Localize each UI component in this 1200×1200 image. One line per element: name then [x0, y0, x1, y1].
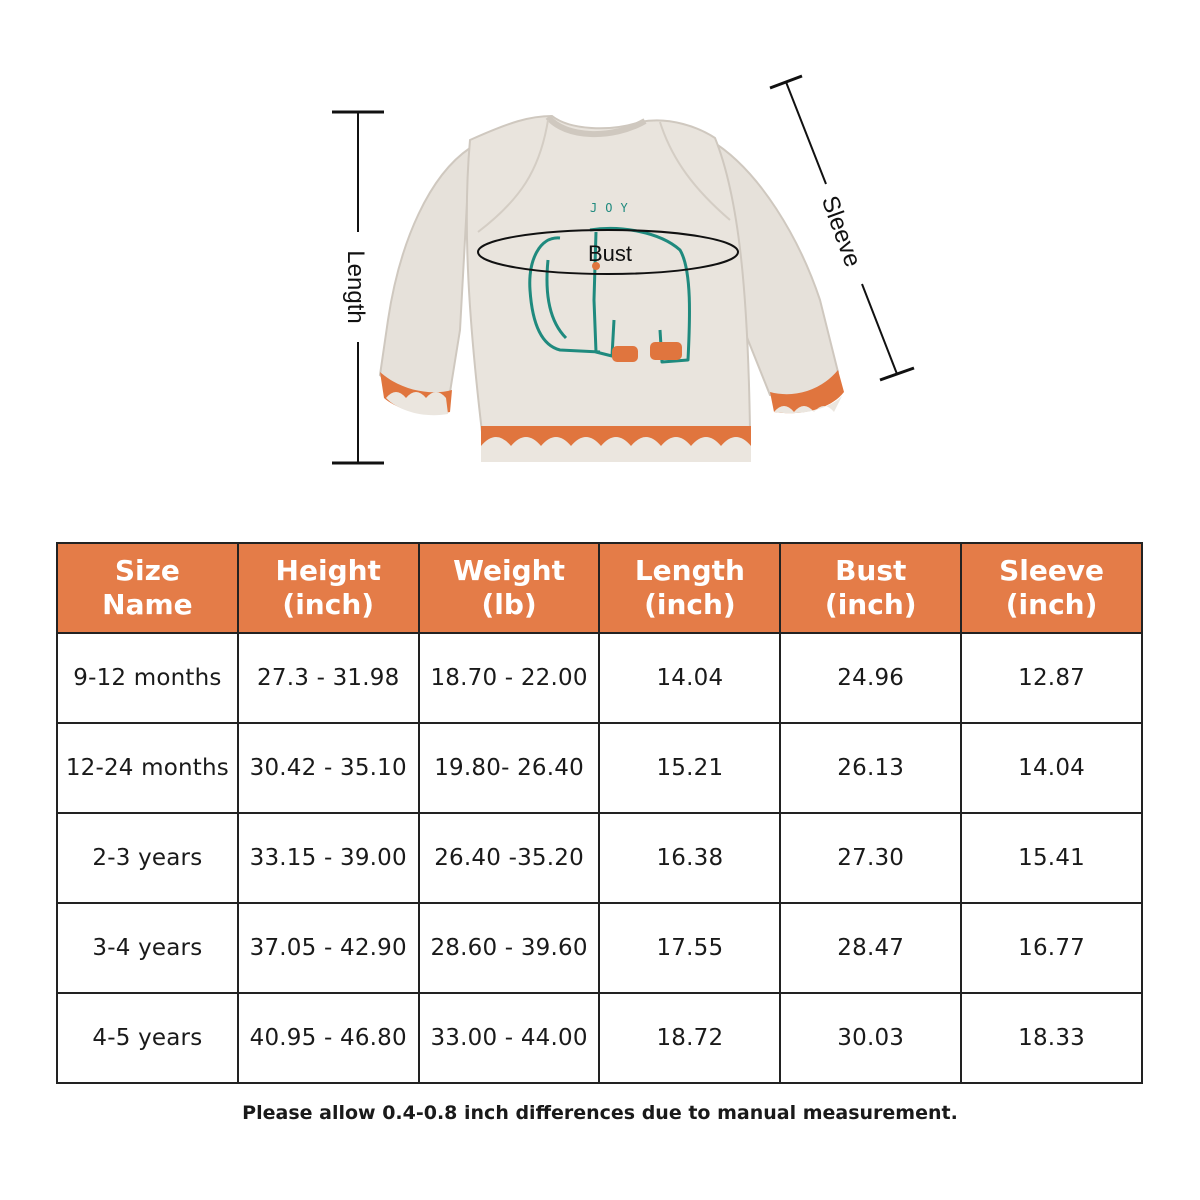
- length-label: Length: [342, 250, 369, 324]
- header-height: [238, 543, 419, 633]
- table-row: [57, 723, 1142, 813]
- header-line: Weight: [453, 554, 565, 587]
- header-length: [599, 543, 780, 633]
- size-chart-table: [56, 542, 1143, 1084]
- cell-length: 18.72: [599, 993, 780, 1083]
- cell-bust: 24.96: [780, 633, 961, 723]
- header-line: (inch): [282, 588, 375, 621]
- table-header-row: [57, 543, 1142, 633]
- header-line: Name: [102, 588, 193, 621]
- cell-weight: 26.40 -35.20: [419, 813, 600, 903]
- header-sleeve: [961, 543, 1142, 633]
- cell-length: 14.04: [599, 633, 780, 723]
- sleeve-label: Sleeve: [815, 192, 867, 271]
- cell-length: 16.38: [599, 813, 780, 903]
- cell-size: 4-5 years: [57, 993, 238, 1083]
- header-line: Height: [275, 554, 381, 587]
- header-line: (inch): [644, 588, 736, 621]
- cell-sleeve: 18.33: [961, 993, 1142, 1083]
- measurement-note: Please allow 0.4-0.8 inch differences due to manual measurement.: [242, 1102, 958, 1124]
- cell-weight: 28.60 - 39.60: [419, 903, 600, 993]
- cell-bust: 27.30: [780, 813, 961, 903]
- cell-height: 37.05 - 42.90: [238, 903, 419, 993]
- cell-height: 40.95 - 46.80: [238, 993, 419, 1083]
- cell-height: 30.42 - 35.10: [238, 723, 419, 813]
- table-row: [57, 633, 1142, 723]
- cell-bust: 30.03: [780, 993, 961, 1083]
- header-size-name: [57, 543, 238, 633]
- cell-bust: 26.13: [780, 723, 961, 813]
- table-row: [57, 993, 1142, 1083]
- header-line: Size: [114, 554, 180, 587]
- header-weight: [419, 543, 600, 633]
- cell-size: 2-3 years: [57, 813, 238, 903]
- header-line: Length: [634, 554, 745, 587]
- header-line: Bust: [835, 554, 907, 587]
- cell-length: 17.55: [599, 903, 780, 993]
- cell-sleeve: 15.41: [961, 813, 1142, 903]
- cell-size: 9-12 months: [57, 633, 238, 723]
- sweater-illustration: [380, 116, 844, 462]
- cell-size: 3-4 years: [57, 903, 238, 993]
- cell-weight: 19.80- 26.40: [419, 723, 600, 813]
- cell-sleeve: 12.87: [961, 633, 1142, 723]
- header-bust: [780, 543, 961, 633]
- header-line: (lb): [481, 588, 537, 621]
- bust-label: Bust: [587, 241, 633, 266]
- table-row: [57, 903, 1142, 993]
- cell-size: 12-24 months: [57, 723, 238, 813]
- cell-height: 33.15 - 39.00: [238, 813, 419, 903]
- cell-sleeve: 14.04: [961, 723, 1142, 813]
- cell-length: 15.21: [599, 723, 780, 813]
- cell-weight: 33.00 - 44.00: [419, 993, 600, 1083]
- header-line: (inch): [824, 588, 917, 621]
- table-row: [57, 813, 1142, 903]
- header-line: Sleeve: [999, 554, 1105, 587]
- sweater-measurement-diagram: [0, 0, 1200, 520]
- print-text: JOY: [590, 201, 636, 215]
- cell-sleeve: 16.77: [961, 903, 1142, 993]
- cell-height: 27.3 - 31.98: [238, 633, 419, 723]
- cell-weight: 18.70 - 22.00: [419, 633, 600, 723]
- header-line: (inch): [1005, 588, 1098, 621]
- cell-bust: 28.47: [780, 903, 961, 993]
